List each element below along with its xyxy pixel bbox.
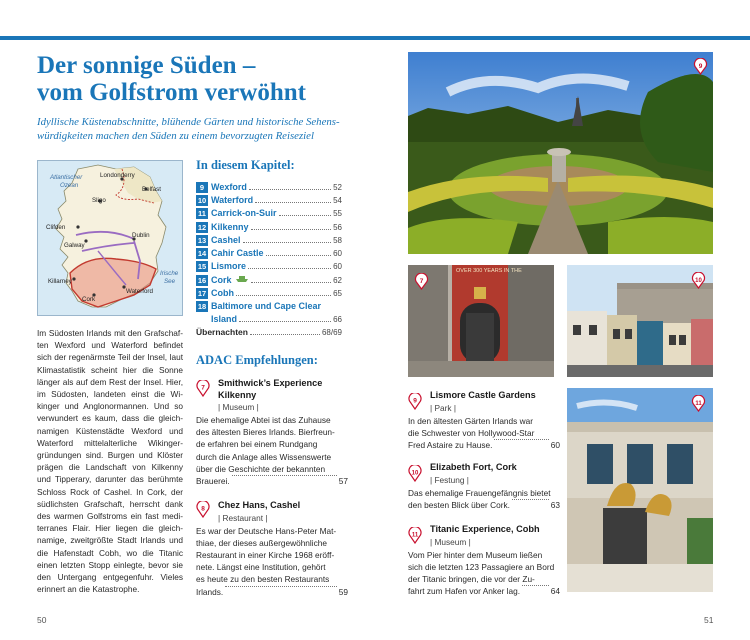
- recommendation-last-line: [408, 585, 560, 597]
- recommendation-line: Das ehemalige Frauengefängnis bietet: [408, 487, 551, 498]
- intro-line: namigen Küstenstädte Wexford und: [37, 425, 183, 436]
- recommendation-8: [196, 500, 348, 598]
- contents-page: 52: [333, 183, 342, 192]
- recommendation-10: [408, 462, 560, 511]
- recommendation-last-line: [196, 586, 348, 598]
- photo-badge-icon: [691, 272, 706, 289]
- contents-item[interactable]: [196, 195, 342, 208]
- page-number-right: 51: [704, 615, 714, 625]
- leader-dots: [494, 439, 548, 440]
- contents-name: Cahir Castle: [211, 247, 264, 258]
- recommendation-last-line: [408, 499, 560, 511]
- contents-heading: In diesem Kapitel:: [196, 158, 295, 172]
- contents-number: 9: [196, 182, 208, 193]
- recommendation-category: | Restaurant |: [218, 512, 268, 523]
- recommendation-line: nete. Längst eine Institution, gehört: [196, 562, 326, 573]
- cruise-ship-icon: [235, 274, 249, 283]
- recommendation-line: über die Geschichte der bekannten: [196, 463, 326, 474]
- contents-name: Lismore: [211, 261, 247, 272]
- contents-name: Wexford: [211, 182, 247, 192]
- recommendation-line: Vom Pier hinter dem Museum ließen: [408, 549, 543, 560]
- intro-line: sich der regenärmste Teil der Insel, laut: [37, 352, 183, 363]
- map-label-atlantic: Atlantischer: [50, 174, 83, 181]
- intro-line: des warmen Golfstroms ein fast medi-: [37, 511, 183, 522]
- contents-item[interactable]: [196, 261, 342, 274]
- contents-name: Cork: [211, 275, 232, 286]
- intro-line: den Untergang entgegenfuhr. Vieles: [37, 572, 183, 583]
- recommendation-text: [196, 414, 348, 487]
- leader-dots: [279, 215, 332, 216]
- intro-line: einen letzten Stopp einlegte, bevor sie: [37, 559, 183, 570]
- recommendation-7: [196, 378, 348, 487]
- photo-badge-icon: [691, 395, 706, 412]
- contents-page: 55: [333, 209, 342, 219]
- contents-item[interactable]: [196, 222, 342, 235]
- leader-dots: [239, 321, 331, 322]
- recommendation-line: den besten Blick über Cork.: [408, 499, 510, 510]
- svg-text:8: 8: [201, 505, 205, 513]
- contents-page: 60: [333, 262, 342, 272]
- svg-text:11: 11: [411, 532, 419, 539]
- contents-list: [196, 182, 342, 341]
- contents-number: 17: [197, 288, 207, 298]
- contents-name: Kilkenny: [211, 221, 249, 232]
- leader-dots: [232, 475, 337, 476]
- intro-line: Schloss Rock of Cashel. In Cork, der: [37, 486, 183, 497]
- recommendation-title: Titanic Experience, Cobh: [430, 524, 540, 534]
- svg-text:10: 10: [411, 470, 419, 477]
- recommendation-text: [408, 487, 560, 511]
- recommendation-title: Smithwick’s Experience: [218, 378, 323, 388]
- intro-line: ten Wexford und Waterford befindet: [37, 340, 183, 351]
- intro-line: prägen die Landschaft von Kilkenny: [37, 462, 183, 473]
- recommendation-title: Lismore Castle Gardens: [430, 390, 536, 400]
- contents-number: 14: [197, 248, 207, 258]
- overview-page: 68/69: [321, 328, 342, 338]
- contents-number: 15: [197, 262, 207, 272]
- photo-titanic-experience: [567, 388, 713, 592]
- page-number-left: 50: [37, 615, 47, 625]
- leader-dots: [248, 268, 331, 269]
- intro-line: namige, zweitgrößte Stadt Irlands und: [37, 535, 183, 546]
- contents-number: 16: [197, 276, 207, 286]
- recommendation-page: 57: [338, 476, 348, 487]
- map-label-sligo: Sligo: [92, 197, 106, 204]
- contents-item[interactable]: [196, 288, 342, 301]
- recommendation-page: 59: [338, 586, 348, 597]
- contents-item[interactable]: [196, 248, 342, 261]
- contents-name: Cobh: [211, 287, 234, 298]
- leader-dots: [236, 295, 331, 296]
- recommendation-last-line: [408, 439, 560, 451]
- recommendation-text: [408, 549, 560, 598]
- contents-name: Cashel: [211, 234, 241, 245]
- leader-dots: [250, 334, 320, 335]
- recommendation-line: fahrt zum Hafen vor Anker lag.: [408, 586, 521, 597]
- contents-page: 65: [333, 288, 342, 298]
- leader-dots: [225, 586, 337, 587]
- chapter-title-line2: vom Golfstrom verwöhnt: [37, 79, 306, 106]
- recommendation-line: Es war der Deutsche Hans-Peter Mat-: [196, 525, 337, 536]
- intro-line: Im Südosten Irlands mit den Grafschaf-: [37, 328, 183, 338]
- contents-page: 58: [333, 235, 342, 245]
- intro-line: südlichsten Grafschaft, herrscht dank: [37, 498, 183, 509]
- contents-page: 60: [333, 248, 342, 258]
- recommendation-line: Restaurant in einer Kirche 1968 eröff-: [196, 549, 335, 560]
- contents-number: 13: [197, 235, 207, 245]
- map-label-dublin: Dublin: [132, 232, 150, 239]
- recommendation-page: 64: [550, 586, 560, 597]
- chapter-title-line1: Der sonnige Süden –: [37, 52, 256, 79]
- photo-elizabeth-fort: [567, 265, 713, 377]
- contents-item-continued[interactable]: [196, 314, 342, 327]
- recommendation-line: Die ehemalige Abtei ist das Zuhause: [196, 415, 331, 425]
- recommendation-title: Chez Hans, Cashel: [218, 500, 301, 510]
- recommendation-11: [408, 524, 560, 597]
- recommendation-line: Irlands.: [196, 586, 224, 597]
- garden-illustration: [408, 52, 713, 254]
- recommendation-line: In den ältesten Gärten Irlands war: [408, 415, 533, 426]
- contents-name: Baltimore und Cape Clear: [211, 300, 322, 311]
- overview-label: Übernachten: [196, 327, 248, 338]
- map-label-irische: Irische: [160, 270, 179, 277]
- recommendation-9: [408, 390, 560, 451]
- map-label-killarney: Killarney: [48, 278, 72, 285]
- leader-dots: [255, 202, 331, 203]
- recommendation-line: sich die letzten 123 Passagiere an Bord: [408, 561, 555, 572]
- map-pin-icon: [408, 393, 422, 410]
- intro-line: im Südosten, landeten einst die Wi-: [37, 389, 183, 400]
- svg-text:10: 10: [695, 278, 702, 284]
- map-pin-icon: [196, 501, 210, 518]
- recommendation-line: thiae, der dieses außergewöhnliche: [196, 537, 327, 548]
- contents-item[interactable]: [196, 274, 342, 287]
- map-label-ozean: Ozean: [60, 182, 79, 189]
- contents-name: Carrick-on-Suir: [211, 208, 277, 219]
- intro-line: kinger und Anglonormannen. Und so: [37, 401, 183, 412]
- recommendation-line: de erfahren bei einem Rundgang: [196, 439, 318, 450]
- recommendation-last-line: [196, 475, 348, 487]
- map-label-belfast: Belfast: [142, 186, 161, 193]
- contents-number: 11: [196, 208, 208, 219]
- map-pin-icon: [408, 465, 422, 482]
- map-label-clifden: Clifden: [46, 224, 66, 231]
- leader-dots: [522, 585, 549, 586]
- recommendation-category: | Park |: [430, 402, 456, 413]
- recommendation-text: [408, 415, 560, 452]
- photo-badge-icon: [693, 58, 708, 75]
- adac-heading: ADAC Empfehlungen:: [196, 353, 318, 367]
- recommendation-page: 63: [550, 499, 560, 510]
- svg-text:11: 11: [695, 401, 702, 407]
- leader-dots: [512, 499, 549, 500]
- top-accent-bar: [0, 36, 750, 40]
- recommendation-line: es heute zu den besten Restaurants: [196, 574, 330, 585]
- contents-number: 10: [197, 196, 207, 206]
- contents-number: 18: [197, 301, 207, 311]
- photo-lismore-gardens: [408, 52, 713, 254]
- photo-badge-icon: [414, 273, 429, 290]
- map-label-londonderry: Londonderry: [100, 172, 135, 179]
- intro-line: und Tipperary, darunter das berühmte: [37, 474, 183, 485]
- contents-page: 66: [333, 314, 342, 324]
- intro-line: länger als auf dem Rest der Insel. Hier,: [37, 376, 183, 387]
- chapter-subtitle: [37, 115, 377, 143]
- contents-page: 54: [333, 196, 342, 206]
- contents-name: Waterford: [211, 195, 254, 206]
- leader-dots: [251, 229, 332, 230]
- titanic-building-illustration: [567, 388, 713, 592]
- map-label-galway: Galway: [64, 242, 85, 249]
- brewery-illustration: [408, 265, 554, 377]
- photo-smithwicks-brewery: [408, 265, 554, 377]
- intro-line: Waterford mittelalterliche Wikinger-: [37, 437, 183, 448]
- recommendation-text: [196, 525, 348, 598]
- svg-text:7: 7: [419, 278, 424, 285]
- svg-text:9: 9: [698, 63, 703, 70]
- recommendation-category: | Museum |: [218, 402, 259, 412]
- leader-dots: [243, 242, 332, 243]
- intro-line: die Hafenstadt Cobh, wo die Titanic: [37, 547, 183, 558]
- svg-text:9: 9: [413, 397, 417, 405]
- recommendation-page: 60: [550, 439, 560, 450]
- contents-name-continued: Island: [211, 313, 238, 324]
- recommendation-line: durch die Anlage alles Wissenswerte: [196, 451, 332, 462]
- recommendation-line: der Titanic bringen, die vor der Zu-: [408, 573, 535, 584]
- map-label-waterford: Waterford: [126, 288, 153, 295]
- chapter-subtitle-line1: Idyllische Küstenabschnitte, blühende Gärten und historische Sehens-: [37, 116, 340, 128]
- intro-line: gründungen sind. Burgen und Klöster: [37, 450, 183, 461]
- intro-line: verwundert es kaum, dass die gleich-: [37, 413, 183, 424]
- recommendation-line: Fred Astaire zu Hause.: [408, 439, 493, 450]
- contents-number: 12: [197, 222, 207, 232]
- recommendation-title: Elizabeth Fort, Cork: [430, 462, 517, 472]
- map-pin-icon: [196, 380, 210, 397]
- contents-item[interactable]: [196, 301, 342, 314]
- contents-page: 62: [333, 276, 342, 286]
- contents-item[interactable]: [196, 208, 342, 221]
- recommendation-line: des ältesten Bieres Irlands. Bierfreun-: [196, 427, 335, 438]
- leader-dots: [266, 255, 332, 256]
- map-pin-icon: [408, 527, 422, 544]
- chapter-subtitle-line2: würdigkeiten machen den Süden zu einem bevorzugten Reiseziel: [37, 130, 314, 142]
- contents-item[interactable]: [196, 235, 342, 248]
- recommendation-category: | Museum |: [430, 536, 471, 547]
- intro-text: [37, 327, 183, 595]
- intro-line: terranes Flair. Hier liegen die gleich-: [37, 523, 183, 534]
- map-label-cork: Cork: [82, 296, 96, 303]
- chapter-title: [37, 52, 377, 106]
- brewery-sign-text: OVER 300 YEARS IN THE: [456, 268, 522, 274]
- recommendation-line: Brauerei.: [196, 476, 230, 487]
- recommendation-line: die Schwester von Hollywood-Star: [408, 427, 535, 438]
- intro-line: erinnert an die Katastrophe.: [37, 584, 140, 595]
- recommendation-title-line2: Kilkenny: [218, 389, 257, 400]
- svg-text:7: 7: [201, 384, 205, 392]
- leader-dots: [249, 189, 331, 190]
- intro-line: Klimastatistik scheint hier die Sonne: [37, 364, 183, 375]
- map-label-see: See: [164, 278, 176, 285]
- recommendation-category: | Festung |: [430, 474, 469, 485]
- region-map: [37, 160, 183, 316]
- contents-overview[interactable]: [196, 327, 342, 341]
- leader-dots: [251, 282, 332, 283]
- region-map-graphic: [38, 161, 183, 316]
- contents-item[interactable]: [196, 182, 342, 195]
- contents-page: 56: [333, 222, 342, 232]
